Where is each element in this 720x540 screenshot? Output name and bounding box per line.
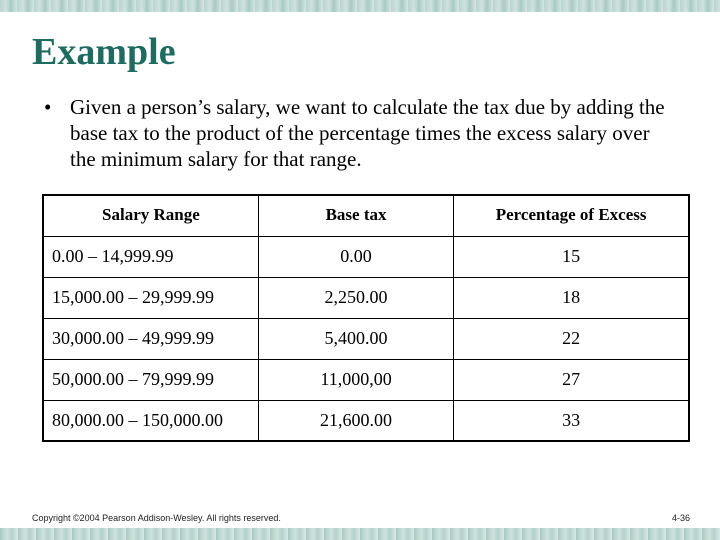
cell-base-tax: 0.00 (258, 236, 453, 277)
bullet-dot-icon: • (44, 95, 52, 119)
cell-percentage: 33 (454, 400, 689, 441)
copyright-footer: Copyright ©2004 Pearson Addison-Wesley. All rights reserved. (32, 513, 281, 523)
bullet-text: Given a person’s salary, we want to calculate the tax due by adding the base tax to the product of the percentage times the excess salary over the minimum salary for that range. (70, 95, 665, 171)
slide-title: Example (32, 31, 176, 73)
table-row (43, 277, 689, 318)
page-number: 4-36 (671, 513, 690, 523)
cell-salary-range: 80,000.00 – 150,000.00 (43, 400, 258, 441)
cell-percentage: 27 (454, 359, 689, 400)
table-header-row (43, 195, 689, 236)
cell-percentage: 18 (454, 277, 689, 318)
cell-base-tax: 2,250.00 (258, 277, 453, 318)
table-row (43, 359, 689, 400)
cell-salary-range: 0.00 – 14,999.99 (43, 236, 258, 277)
tax-table (42, 194, 690, 442)
table-row (43, 400, 689, 441)
cell-percentage: 15 (454, 236, 689, 277)
top-decorative-band (0, 0, 720, 12)
bottom-decorative-band (0, 528, 720, 540)
cell-base-tax: 5,400.00 (258, 318, 453, 359)
header-salary-range: Salary Range (43, 195, 258, 236)
cell-base-tax: 11,000,00 (258, 359, 453, 400)
cell-salary-range: 15,000.00 – 29,999.99 (43, 277, 258, 318)
header-base-tax: Base tax (258, 195, 453, 236)
cell-salary-range: 30,000.00 – 49,999.99 (43, 318, 258, 359)
table-row (43, 236, 689, 277)
table-row (43, 318, 689, 359)
cell-base-tax: 21,600.00 (258, 400, 453, 441)
cell-percentage: 22 (454, 318, 689, 359)
header-percentage-of-excess: Percentage of Excess (454, 195, 689, 236)
cell-salary-range: 50,000.00 – 79,999.99 (43, 359, 258, 400)
